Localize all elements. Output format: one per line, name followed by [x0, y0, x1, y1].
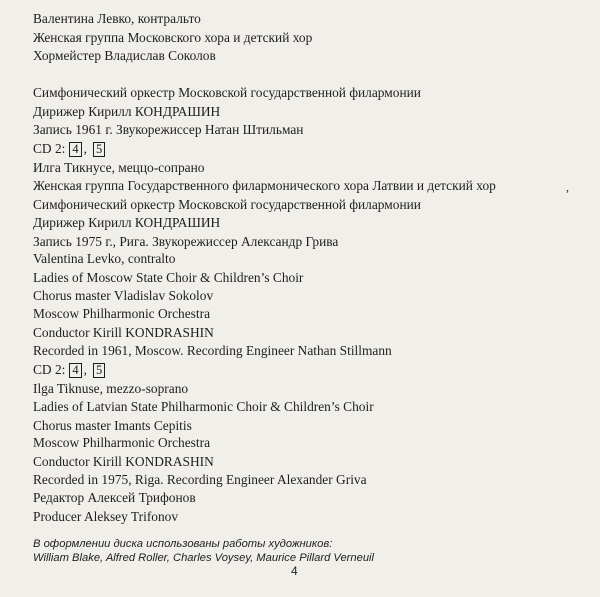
text-line: William Blake, Alfred Roller, Charles Voysey, Maurice Pillard Verneuil [33, 551, 375, 564]
margin-mark: , [566, 180, 569, 194]
text-line: Moscow Philharmonic Orchestra [33, 435, 211, 450]
text-line: Ladies of Moscow State Choir & Children’s Choir [33, 269, 304, 285]
text-line: Женская группа Московского хора и детский хор [33, 29, 313, 45]
page-number: 4 [291, 564, 298, 578]
text-line: Хормейстер Владислав Соколов [33, 48, 216, 64]
text-line: Recorded in 1975, Riga. Recording Engineer Alexander Griva [33, 472, 367, 488]
text-line: Ladies of Latvian State Philharmonic Choir & Children’s Choir [33, 399, 374, 415]
text-line: Запись 1961 г. Звукорежиссер Натан Штильман [33, 122, 304, 138]
text-line: Chorus master Imants Cepitis [33, 417, 192, 433]
en-performers-1 [33, 250, 303, 306]
text-line: Conductor Kirill KONDRASHIN [33, 453, 214, 469]
text-line: Женская группа Государственного филармонического хора Латвии и детский хор [33, 178, 496, 194]
track-number: 5 [93, 363, 105, 378]
track-number: 4 [69, 363, 81, 378]
en-cd-tracks [33, 361, 374, 435]
text-line: Редактор Алексей Трифонов [33, 490, 196, 505]
text-line: Симфонический оркестр Московской государственной филармонии [33, 196, 421, 212]
ru-orchestra-1 [33, 84, 421, 140]
text-line: Запись 1975 г., Рига. Звукорежиссер Александр Грива [33, 233, 339, 249]
artwork-note [33, 538, 374, 565]
track-number: 4 [69, 142, 81, 157]
text-line: Илга Тикнусе, меццо-сопрано [33, 159, 205, 175]
ru-performers-1 [33, 10, 312, 66]
text-line: Дирижер Кирилл КОНДРАШИН [33, 215, 221, 231]
text-line: Producer Aleksey Trifonov [33, 508, 179, 524]
text-line: В оформлении диска использованы работы художников: [33, 538, 333, 550]
text-line: Chorus master Vladislav Sokolov [33, 288, 214, 304]
cd-track-line [33, 361, 374, 380]
track-separator: , [83, 362, 87, 377]
en-orchestra-2 [33, 434, 367, 490]
cd-label: CD 2: [33, 141, 66, 156]
track-number: 5 [93, 142, 105, 157]
text-line: Ilga Tiknuse, mezzo-soprano [33, 380, 189, 396]
text-line: Дирижер Кирилл КОНДРАШИН [33, 103, 221, 119]
text-line: Валентина Левко, контральто [33, 11, 201, 26]
text-line: Conductor Kirill KONDRASHIN [33, 324, 214, 340]
text-line: Симфонический оркестр Московской государственной филармонии [33, 85, 421, 100]
ru-cd-tracks [33, 140, 496, 252]
text-line: Recorded in 1961, Moscow. Recording Engineer Nathan Stillmann [33, 343, 392, 359]
track-separator: , [83, 141, 87, 156]
cd-label: CD 2: [33, 362, 66, 377]
en-orchestra-1 [33, 305, 392, 361]
editor-credits [33, 489, 196, 526]
text-line: Valentina Levko, contralto [33, 251, 176, 266]
cd-track-line [33, 140, 496, 159]
text-line: Moscow Philharmonic Orchestra [33, 306, 211, 321]
